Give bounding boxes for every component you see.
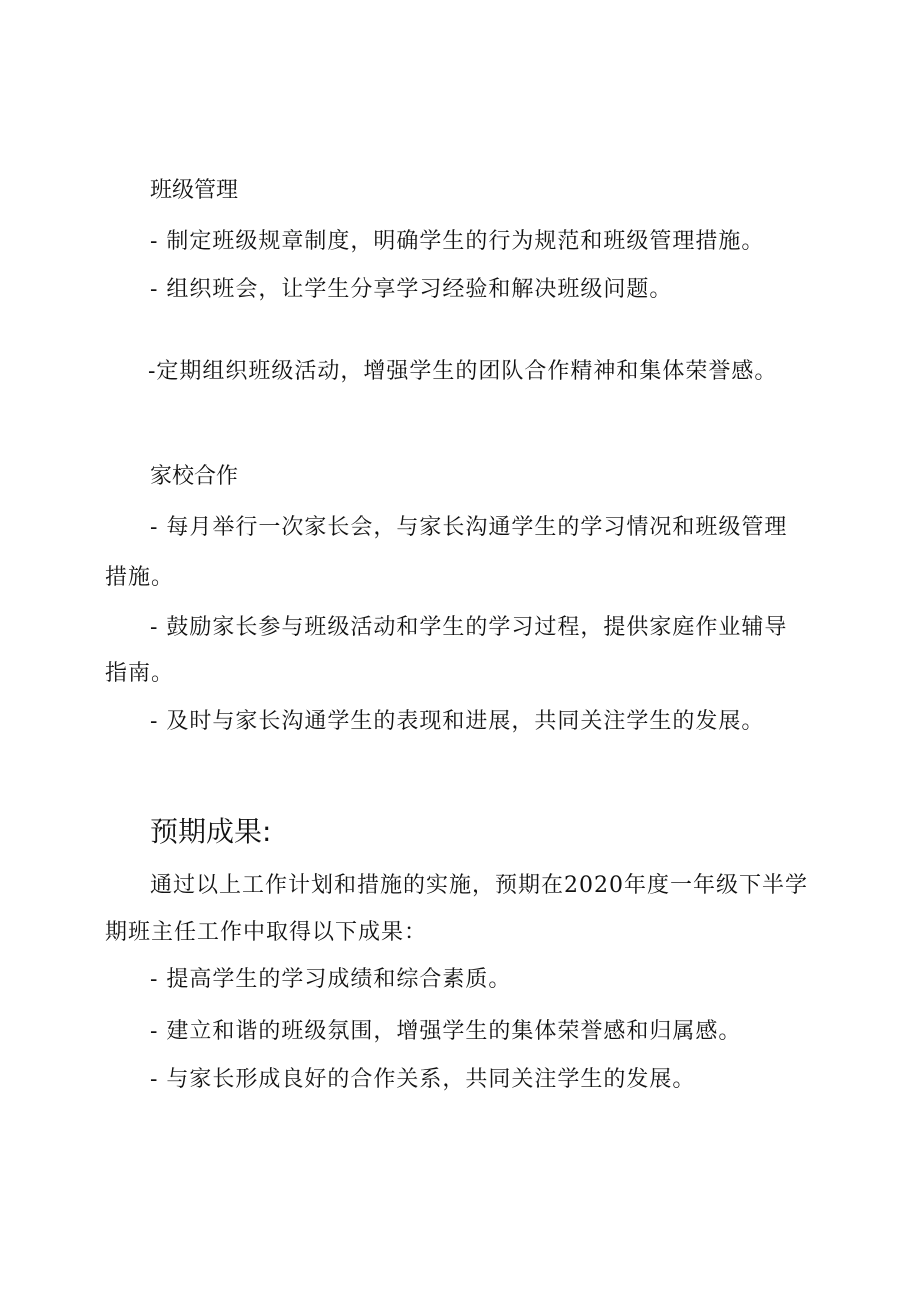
section-heading-expected-results: 预期成果: <box>150 815 272 848</box>
expected-results-intro-line-2: 期班主任工作中取得以下成果： <box>105 920 428 945</box>
expected-results-intro-line-1: 通过以上工作计划和措施的实施，预期在2020年度一年级下半学 <box>150 873 808 898</box>
section-heading-class-management: 班级管理 <box>150 178 239 203</box>
class-management-item-2: - 组织班会，让学生分享学习经验和解决班级问题。 <box>150 277 673 302</box>
section-heading-home-school: 家校合作 <box>150 464 239 489</box>
home-school-item-2-line-2: 指南。 <box>105 661 175 686</box>
class-management-item-3: -定期组织班级活动，增强学生的团队合作精神和集体荣誉感。 <box>148 359 778 384</box>
home-school-item-1-line-2: 措施。 <box>105 565 175 590</box>
expected-results-item-3: - 与家长形成良好的合作关系，共同关注学生的发展。 <box>150 1067 696 1092</box>
expected-results-item-1: - 提高学生的学习成绩和综合素质。 <box>150 967 512 992</box>
home-school-item-3: - 及时与家长沟通学生的表现和进展，共同关注学生的发展。 <box>150 709 765 734</box>
expected-results-item-2: - 建立和谐的班级氛围，增强学生的集体荣誉感和归属感。 <box>150 1019 742 1044</box>
class-management-item-1: - 制定班级规章制度，明确学生的行为规范和班级管理措施。 <box>150 229 765 254</box>
home-school-item-1-line-1: - 每月举行一次家长会，与家长沟通学生的学习情况和班级管理 <box>150 515 788 540</box>
home-school-item-2-line-1: - 鼓励家长参与班级活动和学生的学习过程，提供家庭作业辅导 <box>150 615 788 640</box>
